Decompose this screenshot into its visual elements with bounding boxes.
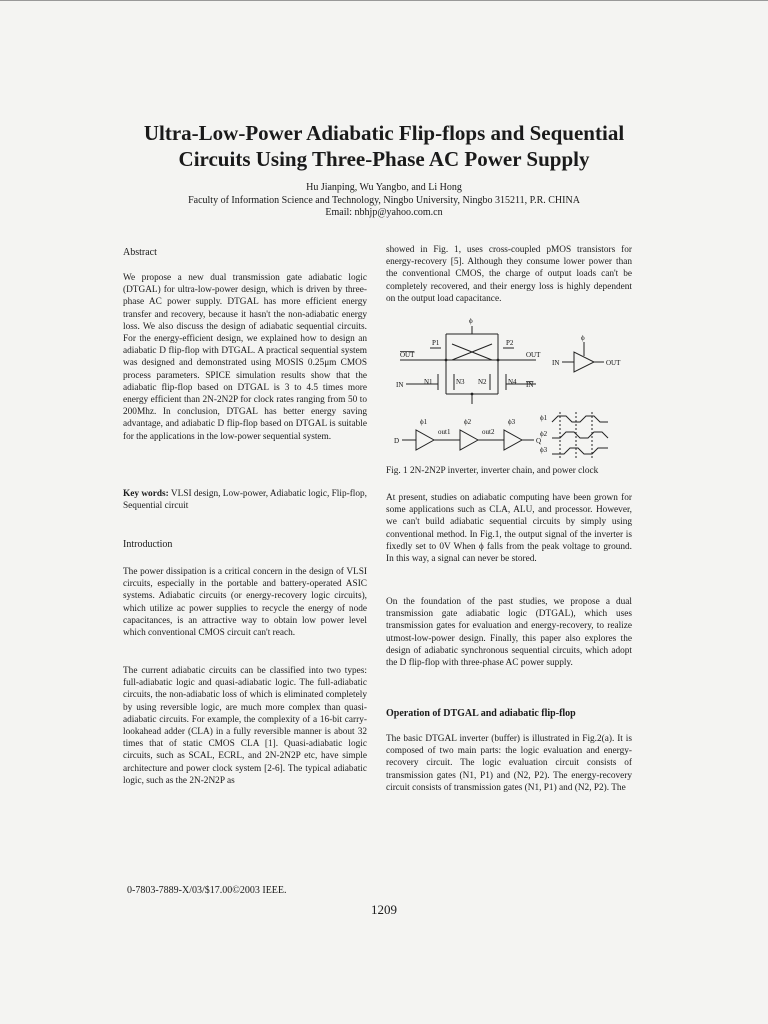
affiliation: Faculty of Information Science and Technology, Ningbo University, Ningbo 315211, P.R. CHINA	[188, 195, 580, 206]
fig-chain-out1-label: out1	[438, 428, 451, 436]
right-paragraph-4: The basic DTGAL inverter (buffer) is illustrated in Fig.2(a). It is composed of two main parts: the logic evaluation and energy-recovery circuit. The logic evaluation circuit consists of transmission gates (N1, P1) and (N2, P2). The energy-recovery circuit consists of transmission gates (N1, P1) and (N2, P2). The	[386, 734, 632, 793]
figure-1-circuit	[386, 312, 636, 462]
fig-chain-phi3-label: ϕ3	[508, 418, 516, 426]
fig-buffer-out-label: OUT	[606, 359, 621, 367]
fig-chain-q-label: Q	[536, 437, 542, 445]
right-paragraph-2: At present, studies on adiabatic computing have been grown for some applications such as CLA, ALU, and processor. However, we can't build adiabatic sequential circuits by simply using conventional method. In Fig.1, the output signal of the inverter is fixedly set to 0V When ϕ falls from the peak voltage to ground. In this way, a signal can never be stored.	[386, 493, 632, 565]
fig-clock-phi3-label: ϕ3	[540, 446, 548, 454]
fig-chain-phi2-label: ϕ2	[464, 418, 472, 426]
introduction-heading: Introduction	[123, 539, 173, 550]
fig-outbar-label: OUT	[400, 351, 415, 359]
fig-phi-label: ϕ	[469, 317, 473, 325]
abstract-text: We propose a new dual transmission gate adiabatic logic (DTGAL) for ultra-low-power design, which is driven by three-phase AC power supply. DTGAL has more efficient energy transfer and recovery, because it hasn't the non-adiabatic energy loss. We also discuss the design of adiabatic sequential circuits. For the energy-efficient design, we explained how to design an adiabatic D flip-flop with DTGAL. A practical sequential system was designed and demonstrated using MOSIS 0.25μm CMOS process parameters. SPICE simulation results show that the adiabatic flip-flop based on DTGAL is 3 to 4.5 times more energy efficient than 2N-2N2P for clock rates ranging from 50 to 200Mhz. In conclusion, DTGAL has better energy saving advantage, and adiabatic D flip-flop based on DTGAL is suitable for the applications in the low-power sequential system.	[123, 273, 367, 442]
title-line-1: Ultra-Low-Power Adiabatic Flip-flops and Sequential	[143, 121, 625, 145]
page-number: 1209	[371, 902, 397, 917]
right-paragraph-1: showed in Fig. 1, uses cross-coupled pMOS transistors for energy-recovery [5]. Although they consume lower power than the conventional CMOS, the charge of output loads can't be completely recovered, and their energy loss is highly dependent on the output load capacitance.	[386, 245, 632, 304]
fig-buffer-in-label: IN	[552, 359, 560, 367]
intro-paragraph-1: The power dissipation is a critical concern in the design of VLSI circuits, especially in the portable and battery-operated ASIC systems. Adiabatic circuits (or energy-recovery logic circuits), which utilize ac power supplies to recycle the energy of node capacitances, is an attractive way to obtain low power level which conventional CMOS circuit can't reach.	[123, 567, 367, 639]
fig-p2-label: P2	[506, 339, 514, 347]
section-heading-dtgal: Operation of DTGAL and adiabatic flip-flop	[386, 708, 576, 719]
fig-chain-d-label: D	[394, 437, 400, 445]
intro-paragraph-2: The current adiabatic circuits can be classified into two types: full-adiabatic logic and quasi-adiabatic logic. The full-adiabatic circuits, the non-adiabatic loss of which is eliminated completely by using reversible logic, are much more complex than quasi-adiabatic circuits. For example, the complexity of a 16-bit carry-lookahead adder (CLA) in a fully reversible manner is about 32 times that of static CMOS CLA [1]. Quasi-adiabatic logic circuits, such as SCAL, ECRL, and 2N-2N2P etc, have simple architecture and power clock system [2-6]. The typical adiabatic logic, such as the 2N-2N2P as	[123, 666, 367, 786]
keywords	[123, 488, 367, 512]
fig-n3-label: N3	[456, 378, 465, 386]
figure-1-caption: Fig. 1 2N-2N2P inverter, inverter chain, and power clock	[386, 466, 599, 476]
fig-n1-label: N1	[424, 378, 433, 386]
fig-chain-phi1-label: ϕ1	[420, 418, 428, 426]
paper-title	[60, 120, 708, 172]
fig-in-label: IN	[396, 381, 404, 389]
title-line-2: Circuits Using Three-Phase AC Power Supply	[178, 147, 590, 171]
fig-n4-label: N4	[508, 378, 517, 386]
fig-buffer-phi-label: ϕ	[581, 334, 585, 342]
fig-chain-out2-label: out2	[482, 428, 495, 436]
fig-out-label: OUT	[526, 351, 541, 359]
fig-clock-phi2-label: ϕ2	[540, 430, 548, 438]
keywords-text: VLSI design, Low-power, Adiabatic logic, Flip-flop, Sequential circuit	[123, 489, 367, 512]
fig-p1-label: P1	[432, 339, 440, 347]
fig-n2-label: N2	[478, 378, 487, 386]
fig-inbar-label: IN	[526, 381, 534, 389]
right-paragraph-3: On the foundation of the past studies, we propose a dual transmission gate adiabatic logic (DTGAL), which uses transmission gates for evaluation and energy-recovery, to realize utmost-low-power design. Finally, this paper also explores the design of adiabatic synchronous sequential circuits, which adopt the D flip-flop with three-phase AC power supply.	[386, 597, 632, 669]
top-edge-line	[0, 0, 768, 1]
abstract-heading: Abstract	[123, 247, 157, 258]
author-list: Hu Jianping, Wu Yangbo, and Li Hong	[306, 182, 462, 193]
copyright-identifier: 0-7803-7889-X/03/$17.00©2003 IEEE.	[127, 885, 287, 896]
fig-clock-phi1-label: ϕ1	[540, 414, 548, 422]
author-email: Email: nbhjp@yahoo.com.cn	[325, 207, 443, 218]
keywords-label: Key words:	[123, 489, 169, 499]
